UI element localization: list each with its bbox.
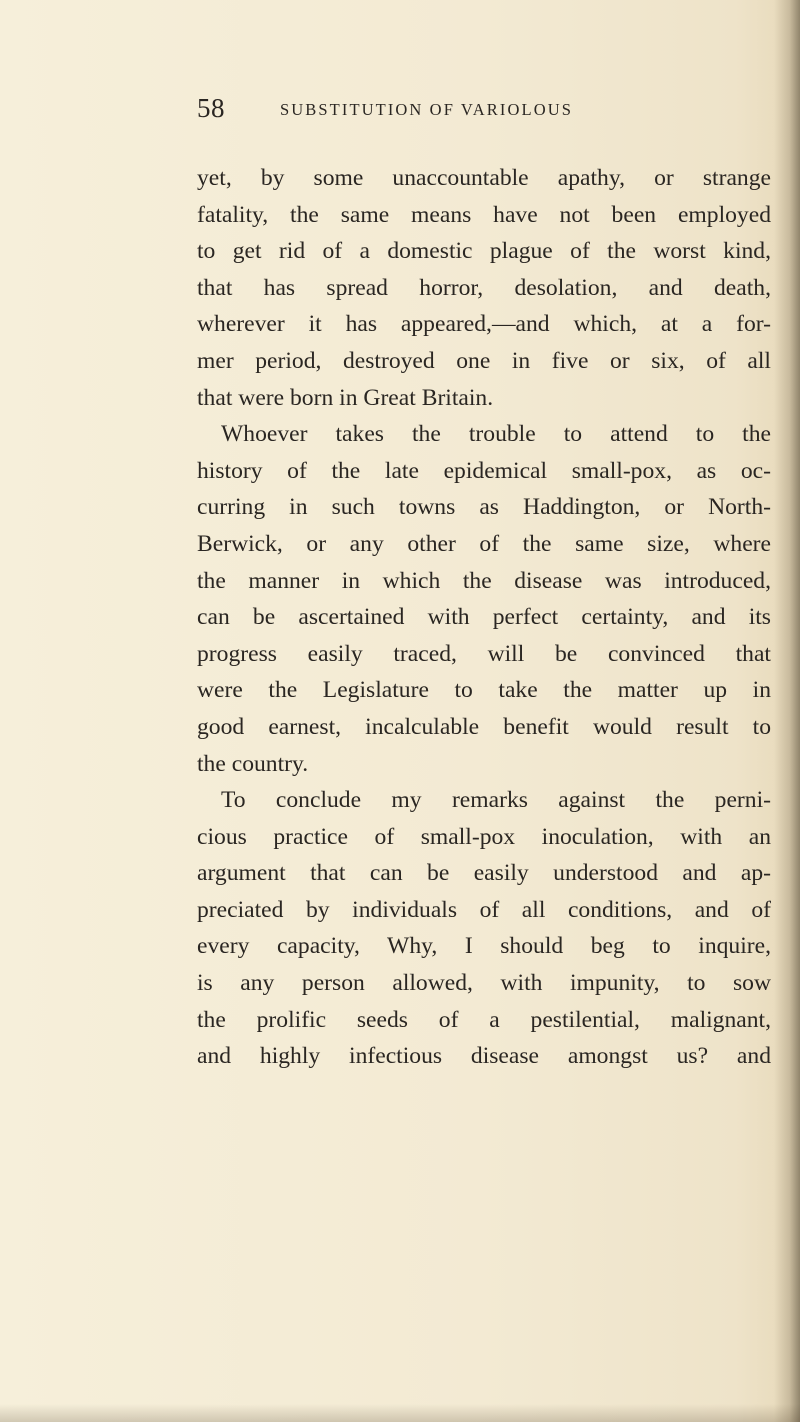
- page-number: 58: [197, 93, 225, 123]
- text-line: good earnest, incalculable benefit would result to: [197, 713, 771, 740]
- text-line: preciated by individuals of all conditions, and of: [197, 896, 771, 923]
- text-line: the prolific seeds of a pestilential, malignant,: [197, 1006, 771, 1033]
- text-line: wherever it has appeared,—and which, at a for-: [197, 311, 771, 338]
- text-line: to get rid of a domestic plague of the worst kind,: [197, 238, 771, 265]
- running-title: SUBSTITUTION OF VARIOLOUS: [280, 100, 573, 119]
- text-line: argument that can be easily understood and ap-: [197, 860, 771, 887]
- text-line: can be ascertained with perfect certainty, and its: [197, 604, 771, 631]
- paragraph-3: [197, 782, 771, 1075]
- page-bottom-shadow: [0, 1404, 800, 1422]
- text-line: the manner in which the disease was introduced,: [197, 567, 771, 594]
- text-line: the country.: [197, 750, 309, 777]
- text-line: that were born in Great Britain.: [197, 384, 494, 411]
- text-line: progress easily traced, will be convinced that: [197, 640, 771, 667]
- text-line: were the Legislature to take the matter up in: [197, 677, 771, 704]
- text-line: is any person allowed, with impunity, to sow: [197, 970, 771, 997]
- paragraph-2: [197, 416, 771, 782]
- text-line: mer period, destroyed one in five or six, of all: [197, 347, 771, 374]
- page-header: [197, 93, 757, 133]
- text-line: yet, by some unaccountable apathy, or strange: [197, 165, 771, 191]
- paragraph-1: [197, 160, 771, 416]
- text-line: that has spread horror, desolation, and death,: [197, 274, 771, 301]
- text-line: fatality, the same means have not been employed: [197, 201, 771, 228]
- text-line: To conclude my remarks against the perni-: [221, 787, 771, 814]
- text-line: curring in such towns as Haddington, or North-: [197, 494, 771, 521]
- text-line: cious practice of small-pox inoculation, with an: [197, 823, 771, 850]
- body-text: [197, 160, 771, 1075]
- page-edge-shadow: [774, 0, 800, 1422]
- text-line: every capacity, Why, I should beg to inquire,: [197, 933, 771, 960]
- text-line: Berwick, or any other of the same size, where: [197, 530, 771, 557]
- text-line: and highly infectious disease amongst us? and: [197, 1043, 771, 1070]
- text-line: history of the late epidemical small-pox, as oc-: [197, 457, 771, 484]
- text-line: Whoever takes the trouble to attend to the: [221, 421, 771, 448]
